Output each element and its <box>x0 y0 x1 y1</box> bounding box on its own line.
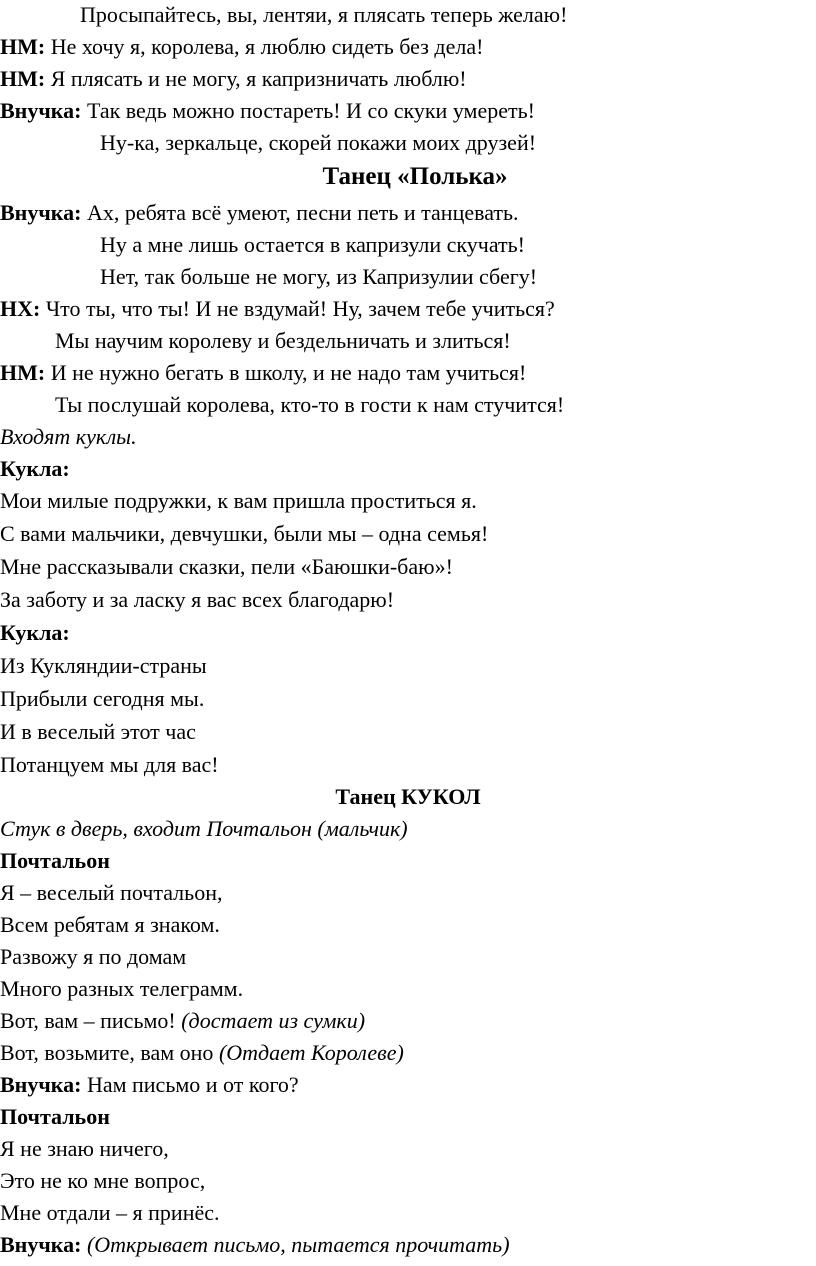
line-31-text: Вот, возьмите, вам оно <box>0 1040 219 1065</box>
line-7-text: Ну а мне лишь остается в капризули скучать! <box>100 232 525 257</box>
stage-direction: (Отдает Королеве) <box>218 1040 404 1065</box>
line-37 <box>0 1230 510 1260</box>
speaker-label: Внучка: <box>0 1072 82 1097</box>
speaker-label: НМ: <box>0 360 46 385</box>
line-9-text: Что ты, что ты! И не вздумай! Ну, зачем тебе учиться? <box>40 296 555 321</box>
speaker-label: НХ: <box>0 296 41 321</box>
line-36: Мне отдали – я принёс. <box>0 1200 220 1225</box>
speaker-label: НМ: <box>0 34 46 59</box>
line-20: Из Кукляндии-страны <box>0 653 207 678</box>
line-3-text: Я плясать и не могу, я капризничать люблю! <box>45 66 467 91</box>
speaker-heading: Кукла: <box>0 620 70 645</box>
line-27: Всем ребятам я знаком. <box>0 912 220 937</box>
line-31 <box>0 1038 404 1068</box>
line-12 <box>55 390 564 420</box>
line-6 <box>0 198 519 228</box>
line-1-text: Просыпайтесь, вы, лентяи, я плясать теперь желаю! <box>80 2 568 27</box>
line-23: Потанцуем мы для вас! <box>0 752 219 777</box>
line-32-text: Нам письмо и от кого? <box>81 1072 299 1097</box>
speaker-heading: Почтальон <box>0 848 110 873</box>
line-5-text: Ну-ка, зеркальце, скорей покажи моих друзей! <box>100 130 537 155</box>
stage-direction: (Открывает письмо, пытается прочитать) <box>81 1232 510 1257</box>
line-11-text: И не нужно бегать в школу, и не надо там учиться! <box>45 360 527 385</box>
stage-direction: (достает из сумки) <box>181 1008 366 1033</box>
line-3 <box>0 64 467 94</box>
line-6-text: Ах, ребята всё умеют, песни петь и танцевать. <box>81 200 519 225</box>
line-32 <box>0 1070 299 1100</box>
speaker-heading: Кукла: <box>0 456 70 481</box>
line-9 <box>0 294 555 324</box>
section-heading-dolls: Танец КУКОЛ <box>335 784 481 809</box>
line-30-text: Вот, вам – письмо! <box>0 1008 182 1033</box>
speaker-label: НМ: <box>0 66 46 91</box>
line-8 <box>100 262 537 292</box>
line-4 <box>0 96 535 126</box>
line-7 <box>100 230 525 260</box>
line-28: Развожу я по домам <box>0 944 187 969</box>
line-4-text: Так ведь можно постареть! И со скуки умереть! <box>81 98 535 123</box>
line-29: Много разных телеграмм. <box>0 976 244 1001</box>
line-18: За заботу и за ласку я вас всех благодарю! <box>0 587 395 612</box>
line-2-text: Не хочу я, королева, я люблю сидеть без дела! <box>45 34 484 59</box>
line-11 <box>0 358 526 388</box>
line-12-text: Ты послушай королева, кто-то в гости к нам стучится! <box>55 392 565 417</box>
line-30 <box>0 1006 365 1036</box>
speaker-label: Внучка: <box>0 200 82 225</box>
line-2 <box>0 32 483 62</box>
line-1 <box>80 0 567 30</box>
stage-direction: Входят куклы. <box>0 424 137 449</box>
stage-direction: Стук в дверь, входит Почтальон (мальчик) <box>0 816 408 841</box>
line-22: И в веселый этот час <box>0 719 196 744</box>
line-26: Я – веселый почтальон, <box>0 880 223 905</box>
line-21: Прибыли сегодня мы. <box>0 686 205 711</box>
line-35: Это не ко мне вопрос, <box>0 1168 206 1193</box>
section-heading-polka: Танец «Полька» <box>322 163 508 190</box>
line-10-text: Мы научим королеву и бездельничать и злиться! <box>55 328 511 353</box>
speaker-label: Внучка: <box>0 98 82 123</box>
speaker-heading: Почтальон <box>0 1104 110 1129</box>
line-10 <box>55 326 511 356</box>
line-34: Я не знаю ничего, <box>0 1136 169 1161</box>
line-17: Мне рассказывали сказки, пели «Баюшки-баю»! <box>0 554 453 579</box>
line-16: С вами мальчики, девчушки, были мы – одна семья! <box>0 521 489 546</box>
line-8-text: Нет, так больше не могу, из Капризулии сбегу! <box>100 264 538 289</box>
line-5 <box>100 128 536 158</box>
speaker-label: Внучка: <box>0 1232 82 1257</box>
line-15: Мои милые подружки, к вам пришла проститься я. <box>0 488 477 513</box>
